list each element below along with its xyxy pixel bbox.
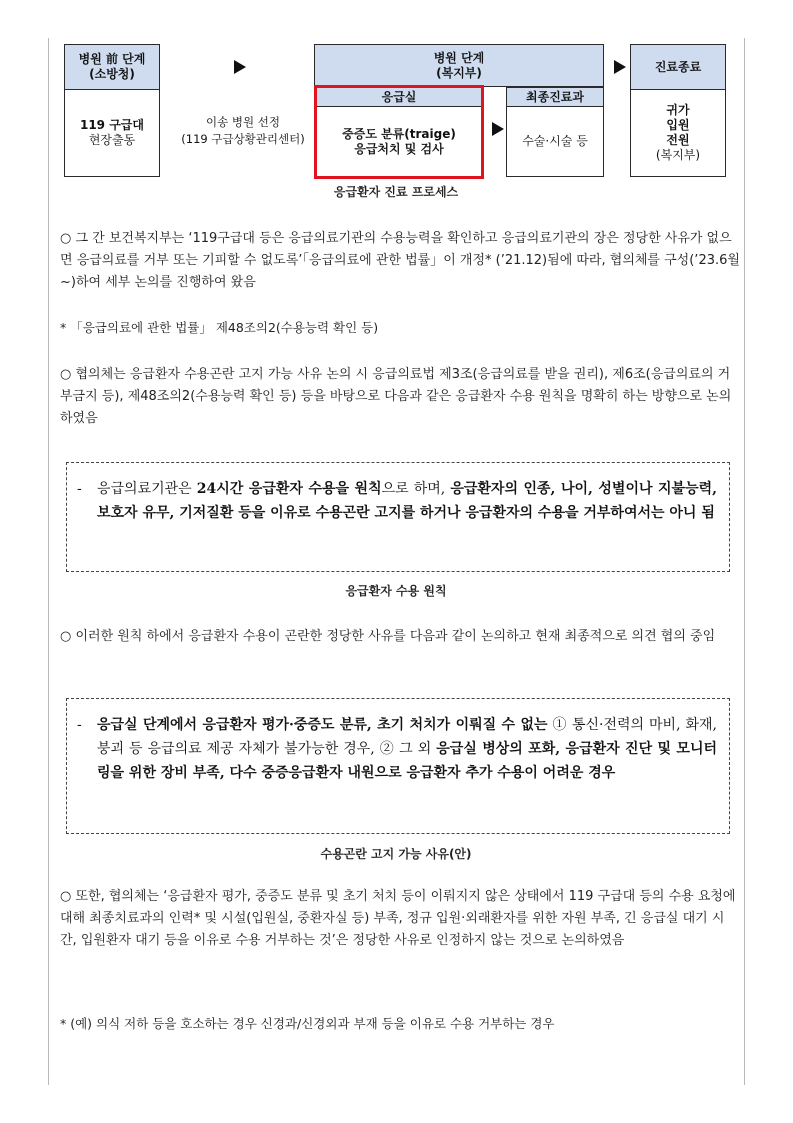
end-transfer: 전원 (666, 133, 690, 147)
paragraph-1: ○ 그 간 보건복지부는 ‘119구급대 등은 응급의료기관의 수용능력을 확인하고 응급의료기관의 장은 정당한 사유가 없으면 응급의료를 거부 또는 기피할 수 없도록’「응급의료에 관한 법률」이 개정* (’21.12)됨에 따라, 협의체를 구성(’23.6월~)하여 세부 논의를 진행하여 왔음 (60, 231, 740, 290)
footnote-2: * (예) 의식 저하 등을 호소하는 경우 신경과/신경외과 부재 등을 이유로 수용 거부하는 경우 (60, 1016, 555, 1031)
caption-principle: 응급환자 수용 원칙 (345, 584, 447, 598)
prehospital-body (64, 89, 160, 177)
principle-box (66, 462, 730, 572)
hospital-agency: (복지부) (436, 65, 482, 80)
er-title: 응급실 (381, 89, 417, 104)
arrow-right-icon (492, 122, 504, 136)
paragraph-3: ○ 이러한 원칙 하에서 응급환자 수용이 곤란한 정당한 사유를 다음과 같이 논의하고 현재 최종적으로 의견 협의 중임 (60, 629, 716, 644)
hospital-title: 병원 단계 (433, 50, 485, 65)
transfer-center: (119 구급상황관리센터) (181, 132, 305, 146)
arrow-right-icon (234, 60, 246, 74)
prehospital-dispatch: 현장출동 (88, 133, 136, 147)
final-dept-procedures: 수술·시술 등 (522, 134, 588, 148)
end-admission: 입원 (666, 118, 690, 132)
prehospital-agency: (소방청) (89, 67, 135, 81)
end-header (630, 44, 726, 90)
arrow-right-icon (614, 60, 626, 74)
er-triage: 중증도 분류(traige) (342, 126, 456, 141)
left-margin-line (48, 38, 49, 1085)
transfer-title: 이송 병원 선정 (206, 115, 280, 129)
prehospital-title: 병원 前 단계 (78, 52, 146, 66)
principle-text: 응급의료기관은 24시간 응급환자 수용을 원칙으로 하며, 응급환자의 인종, 나이, 성별이나 지불능력, 보호자 유무, 기저질환 등을 이유로 수용곤란 고지를 하거나 응급환자의 수용을 거부하여서는 아니 됨 (97, 481, 717, 521)
reasons-text: 응급실 단계에서 응급환자 평가·중증도 분류, 초기 처치가 이뤄질 수 없는 ① 통신·전력의 마비, 화재, 붕괴 등 응급의료 제공 자체가 불가능한 경우, ② 그 외 응급실 병상의 포화, 응급환자 진단 및 모니터링을 위한 장비 부족, 다수 중증응급환자 내원으로 응급환자 추가 수용이 어려운 경우 (97, 717, 717, 781)
end-agency: (복지부) (655, 148, 701, 162)
end-discharge: 귀가 (666, 103, 690, 117)
footnote-1: * 「응급의료에 관한 법률」 제48조의2(수용능력 확인 등) (60, 320, 379, 335)
caption-reasons: 수용곤란 고지 가능 사유(안) (320, 847, 472, 861)
reasons-box (66, 698, 730, 834)
hospital-header (314, 44, 604, 87)
process-diagram (64, 40, 730, 180)
final-dept-header (506, 87, 604, 107)
prehospital-header (64, 44, 160, 90)
transfer-step (168, 114, 318, 148)
caption-process: 응급환자 진료 프로세스 (333, 185, 459, 199)
er-treatment: 응급처치 및 검사 (354, 141, 444, 156)
box2-dash: - (77, 717, 82, 733)
prehospital-ambulance: 119 구급대 (79, 118, 144, 132)
final-dept-title: 최종진료과 (526, 89, 584, 104)
final-dept-body (506, 106, 604, 177)
paragraph-2: ○ 협의체는 응급환자 수용곤란 고지 가능 사유 논의 시 응급의료법 제3조(응급의료를 받을 권리), 제6조(응급의료의 거부금지 등), 제48조의2(수용능력 확인 등) 등을 바탕으로 다음과 같은 응급환자 수용 원칙을 명확히 하는 방향으로 논의하였음 (60, 367, 732, 426)
end-title: 진료종료 (654, 59, 702, 74)
paragraph-4: ○ 또한, 협의체는 ‘응급환자 평가, 중증도 분류 및 초기 처치 등이 이뤄지지 않은 상태에서 119 구급대 등의 수용 요청에 대해 최종치료과의 인력* 및 시설(입원실, 중환자실 등) 부족, 정규 입원·외래환자를 위한 자원 부족, 긴 응급실 대기 시간, 입원환자 대기 등을 이유로 수용 거부하는 것’은 정당한 사유로 인정하지 않는 것으로 논의하였음 (60, 889, 736, 948)
right-margin-line (744, 38, 745, 1085)
end-body (630, 89, 726, 177)
box1-dash: - (77, 481, 82, 497)
er-highlight-frame (314, 85, 484, 179)
